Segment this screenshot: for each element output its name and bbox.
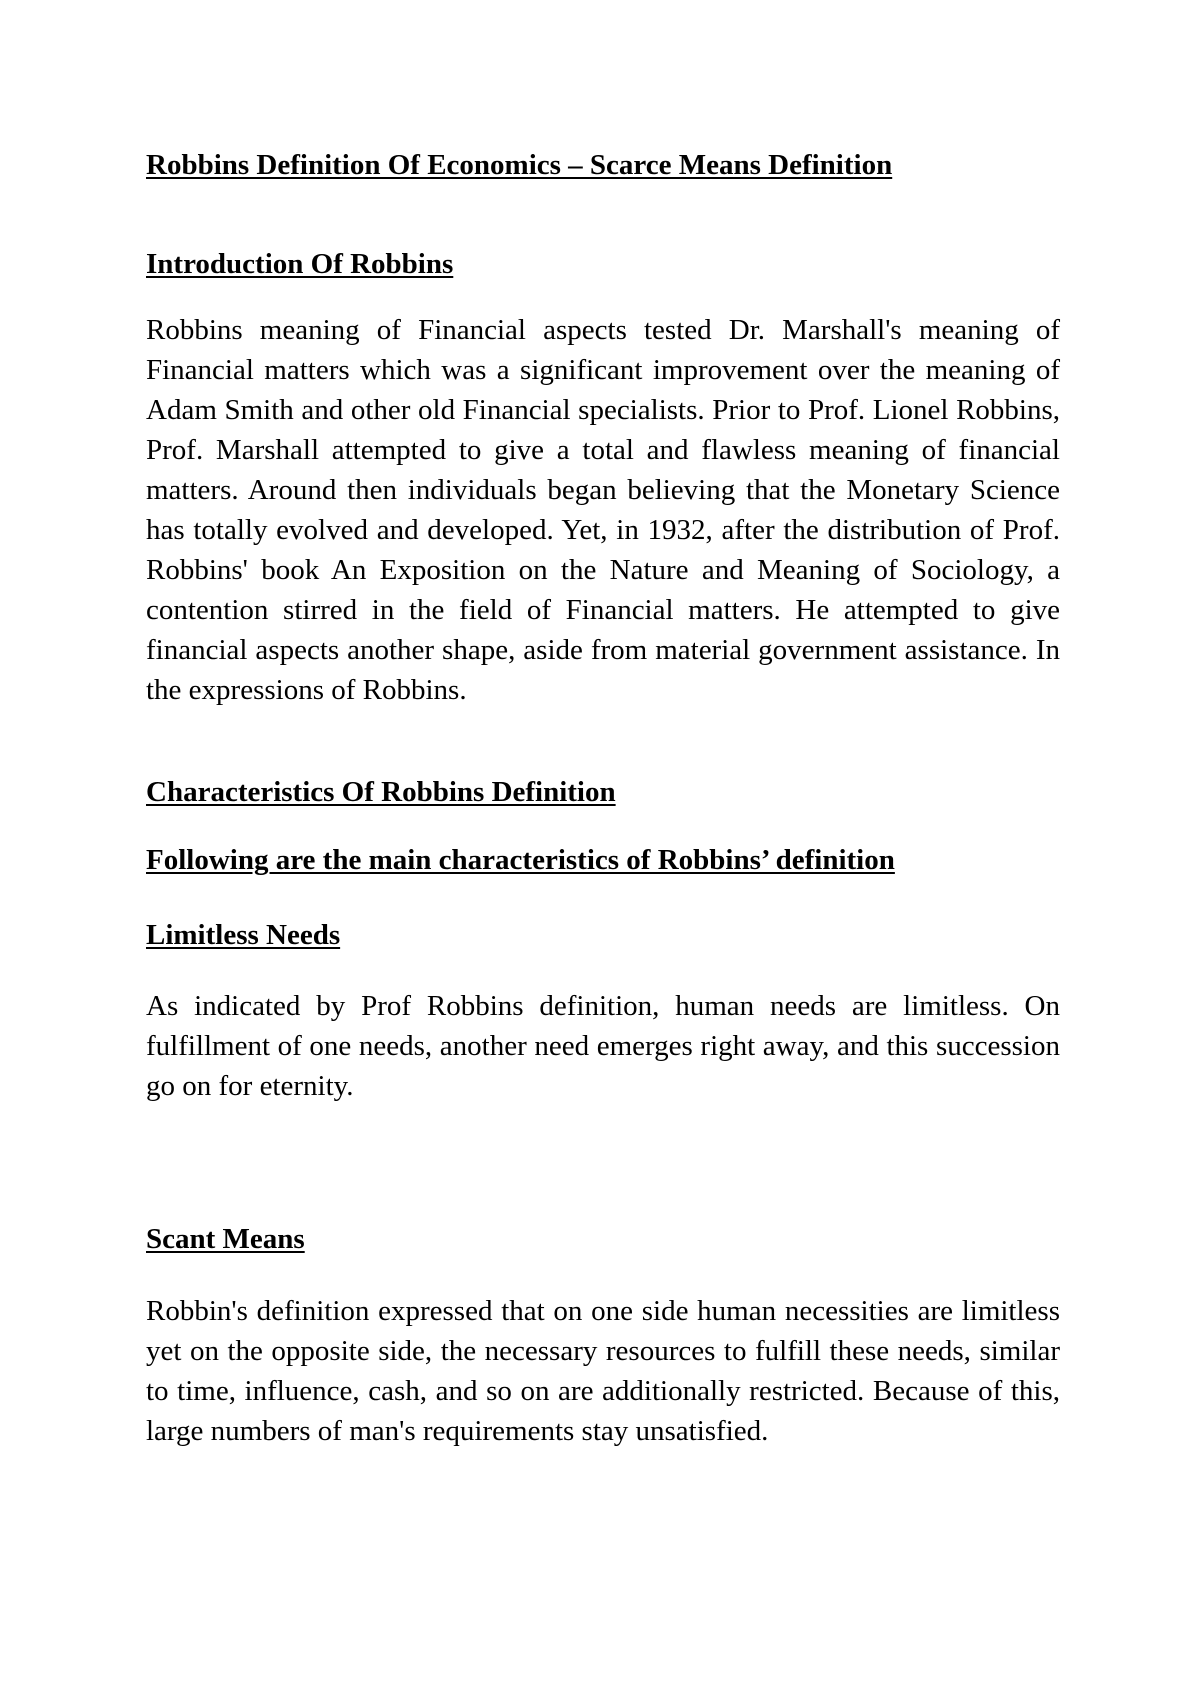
section-body-scant-means: Robbin's definition expressed that on one side human necessities are limitless yet on the opposite side, the necessary resources to fulfill these needs, similar to time, influence, cash, and so on are additionally restricted. Because of this, large numbers of man's requirements stay unsatisfied. (146, 1295, 1060, 1447)
section-subheading-characteristics: Following are the main characteristics of Robbins’ definition (146, 844, 895, 876)
section-heading-scant-means: Scant Means (146, 1223, 305, 1255)
section-body-limitless-needs: As indicated by Prof Robbins definition, human needs are limitless. On fulfillment of one needs, another need emerges right away, and this succession go on for eternity. (146, 990, 1060, 1102)
section-heading-characteristics: Characteristics Of Robbins Definition (146, 776, 616, 808)
document-title: Robbins Definition Of Economics – Scarce Means Definition (146, 149, 893, 181)
section-body-introduction: Robbins meaning of Financial aspects tested Dr. Marshall's meaning of Financial matters which was a significant improvement over the meaning of Adam Smith and other old Financial specialists. Prior to Prof. Lionel Robbins, Prof. Marshall attempted to give a total and flawless meaning of financial matters. Around then individuals began believing that the Monetary Science has totally evolved and developed. Yet, in 1932, after the distribution of Prof. Robbins' book An Exposition on the Nature and Meaning of Sociology, a contention stirred in the field of Financial matters. He attempted to give financial aspects another shape, aside from material government assistance. In the expressions of Robbins. (146, 314, 1060, 706)
section-heading-limitless-needs: Limitless Needs (146, 919, 341, 951)
section-heading-introduction: Introduction Of Robbins (146, 248, 454, 280)
